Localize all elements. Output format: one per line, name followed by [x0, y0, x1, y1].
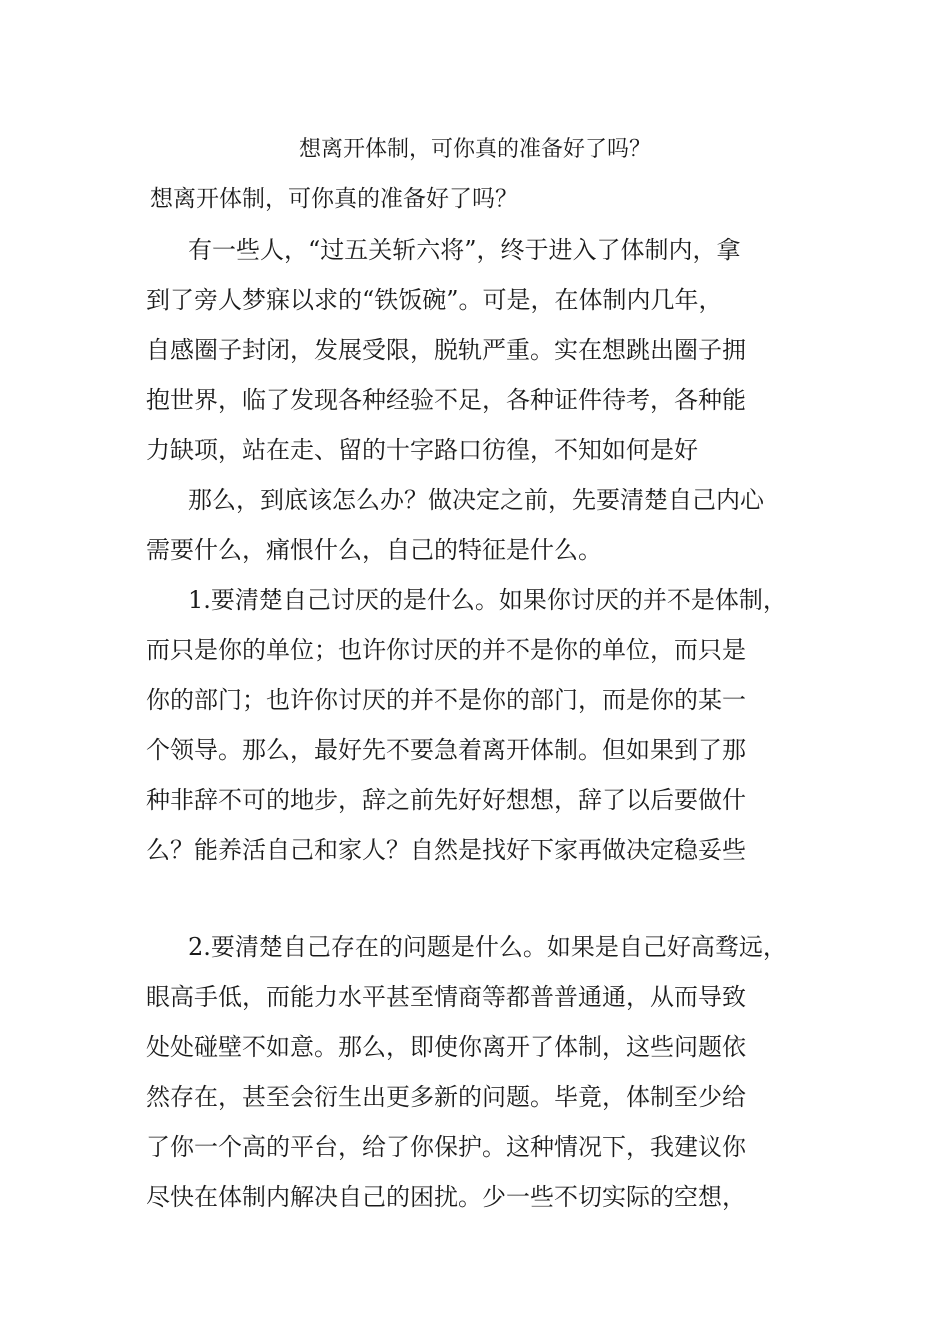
paragraph-line: 然存在，甚至会衍生出更多新的问题。毕竟，体制至少给 [146, 1083, 746, 1111]
paragraph-line: 需要什么，痛恨什么，自己的特征是什么。 [146, 536, 602, 564]
paragraph-line: 尽快在体制内解决自己的困扰。少一些不切实际的空想， [146, 1183, 746, 1211]
paragraph-line: 力缺项，站在走、留的十字路口彷徨，不知如何是好 [146, 436, 698, 464]
paragraph-line: 了你一个高的平台，给了你保护。这种情况下，我建议你 [146, 1133, 746, 1161]
paragraph-line: 有一些人，“过五关斩六将”，终于进入了体制内，拿 [188, 236, 741, 264]
paragraph-line: 自感圈子封闭，发展受限，脱轨严重。实在想跳出圈子拥 [146, 336, 746, 364]
paragraph-line: 而只是你的单位；也许你讨厌的并不是你的单位，而只是 [146, 636, 746, 664]
paragraph-line: 眼高手低，而能力水平甚至情商等都普普通通，从而导致 [146, 983, 746, 1011]
paragraph-line: 2.要清楚自己存在的问题是什么。如果是自己好高骛远， [188, 933, 787, 961]
paragraph-point-2 [146, 922, 826, 1222]
paragraph-line: 么？能养活自己和家人？自然是找好下家再做决定稳妥些 [146, 836, 746, 864]
paragraph-point-1 [146, 575, 826, 875]
paragraph-line: 处处碰壁不如意。那么，即使你离开了体制，这些问题依 [146, 1033, 746, 1061]
document-title: 想离开体制，可你真的准备好了吗？ [298, 137, 651, 162]
paragraph-question [146, 475, 826, 575]
paragraph-line: 你的部门；也许你讨厌的并不是你的部门，而是你的某一 [146, 686, 746, 714]
paragraph-line: 1.要清楚自己讨厌的是什么。如果你讨厌的并不是体制， [188, 586, 787, 614]
paragraph-line: 种非辞不可的地步，辞之前先好好想想，辞了以后要做什 [146, 786, 746, 814]
paragraph-line: 到了旁人梦寐以求的“铁饭碗”。可是，在体制内几年， [146, 286, 723, 314]
paragraph-line: 抱世界，临了发现各种经验不足，各种证件待考，各种能 [146, 386, 746, 414]
paragraph-line: 那么，到底该怎么办？做决定之前，先要清楚自己内心 [188, 486, 764, 514]
document-subtitle: 想离开体制，可你真的准备好了吗？ [150, 186, 518, 212]
paragraph-intro [146, 225, 826, 475]
paragraph-line: 个领导。那么，最好先不要急着离开体制。但如果到了那 [146, 736, 746, 764]
